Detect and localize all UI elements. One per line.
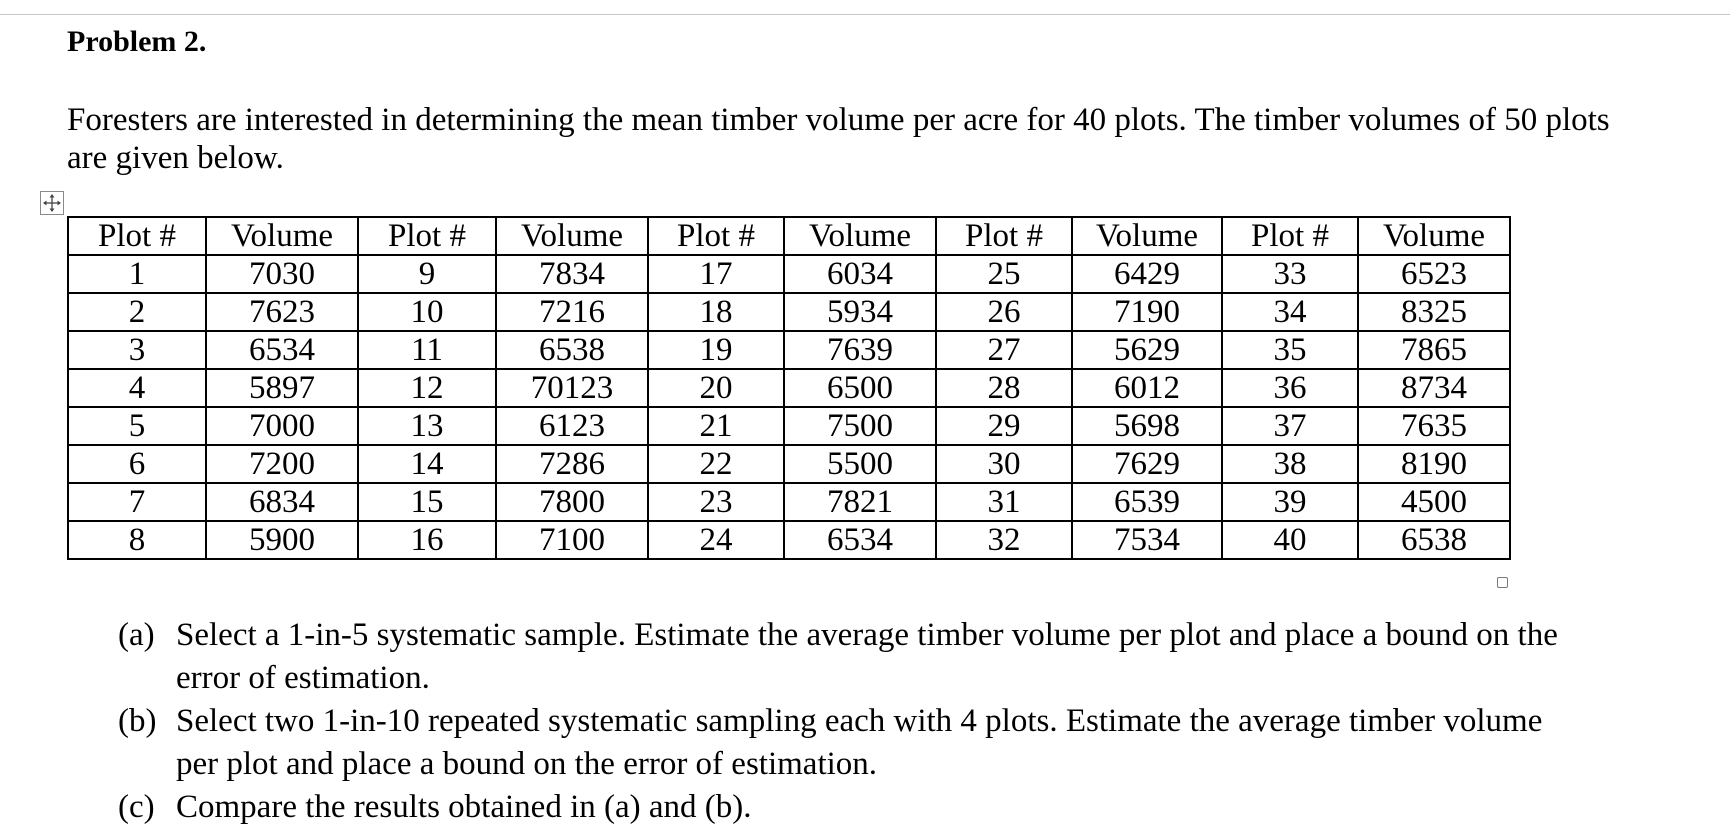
plot-number-cell: 20 bbox=[648, 369, 784, 407]
volume-cell: 6034 bbox=[784, 255, 936, 293]
question-list bbox=[118, 614, 1588, 829]
volume-cell: 8325 bbox=[1358, 293, 1510, 331]
volume-cell: 7635 bbox=[1358, 407, 1510, 445]
volume-cell: 6538 bbox=[496, 331, 648, 369]
volume-cell: 7821 bbox=[784, 483, 936, 521]
table-row bbox=[68, 255, 1510, 293]
plot-number-cell: 33 bbox=[1222, 255, 1358, 293]
header-plot-number: Plot # bbox=[358, 217, 496, 255]
plot-number-cell: 4 bbox=[68, 369, 206, 407]
volume-cell: 6534 bbox=[784, 521, 936, 559]
question-marker: (c) bbox=[118, 789, 155, 825]
question-text: Select a 1-in-5 systematic sample. Estimate the average timber volume per plot and place a bound on the error of estimation. bbox=[176, 617, 1558, 696]
volume-cell: 5900 bbox=[206, 521, 358, 559]
plot-number-cell: 22 bbox=[648, 445, 784, 483]
table-row bbox=[68, 331, 1510, 369]
plot-number-cell: 27 bbox=[936, 331, 1072, 369]
volume-cell: 7500 bbox=[784, 407, 936, 445]
volume-cell: 5698 bbox=[1072, 407, 1222, 445]
volume-cell: 6429 bbox=[1072, 255, 1222, 293]
header-volume: Volume bbox=[496, 217, 648, 255]
plot-number-cell: 24 bbox=[648, 521, 784, 559]
table-row bbox=[68, 293, 1510, 331]
table-row bbox=[68, 407, 1510, 445]
header-volume: Volume bbox=[1072, 217, 1222, 255]
plot-number-cell: 7 bbox=[68, 483, 206, 521]
table-row bbox=[68, 369, 1510, 407]
table-row bbox=[68, 445, 1510, 483]
plot-number-cell: 13 bbox=[358, 407, 496, 445]
table-row bbox=[68, 483, 1510, 521]
volume-cell: 5500 bbox=[784, 445, 936, 483]
plot-number-cell: 18 bbox=[648, 293, 784, 331]
volume-cell: 6834 bbox=[206, 483, 358, 521]
volume-cell: 8190 bbox=[1358, 445, 1510, 483]
question-marker: (b) bbox=[118, 703, 157, 739]
plot-number-cell: 38 bbox=[1222, 445, 1358, 483]
plot-number-cell: 14 bbox=[358, 445, 496, 483]
volume-cell: 7534 bbox=[1072, 521, 1222, 559]
volume-cell: 4500 bbox=[1358, 483, 1510, 521]
volume-cell: 7190 bbox=[1072, 293, 1222, 331]
volume-cell: 7629 bbox=[1072, 445, 1222, 483]
problem-intro: Foresters are interested in determining the mean timber volume per acre for 40 plots. The timber volumes of 50 plots are given below. bbox=[67, 102, 1610, 176]
volume-cell: 6500 bbox=[784, 369, 936, 407]
table-move-handle-icon[interactable] bbox=[40, 191, 64, 215]
volume-cell: 7216 bbox=[496, 293, 648, 331]
volume-cell: 7623 bbox=[206, 293, 358, 331]
volume-cell: 70123 bbox=[496, 369, 648, 407]
plot-number-cell: 40 bbox=[1222, 521, 1358, 559]
plot-number-cell: 19 bbox=[648, 331, 784, 369]
volume-cell: 7865 bbox=[1358, 331, 1510, 369]
volume-cell: 7200 bbox=[206, 445, 358, 483]
volume-cell: 5629 bbox=[1072, 331, 1222, 369]
header-plot-number: Plot # bbox=[1222, 217, 1358, 255]
timber-volume-table bbox=[67, 216, 1511, 560]
plot-number-cell: 28 bbox=[936, 369, 1072, 407]
header-volume: Volume bbox=[206, 217, 358, 255]
plot-number-cell: 37 bbox=[1222, 407, 1358, 445]
plot-number-cell: 15 bbox=[358, 483, 496, 521]
plot-number-cell: 11 bbox=[358, 331, 496, 369]
question-text: Compare the results obtained in (a) and (b). bbox=[176, 789, 752, 825]
plot-number-cell: 32 bbox=[936, 521, 1072, 559]
header-volume: Volume bbox=[1358, 217, 1510, 255]
header-plot-number: Plot # bbox=[648, 217, 784, 255]
volume-cell: 7639 bbox=[784, 331, 936, 369]
volume-cell: 7834 bbox=[496, 255, 648, 293]
volume-cell: 7800 bbox=[496, 483, 648, 521]
plot-number-cell: 31 bbox=[936, 483, 1072, 521]
volume-cell: 6539 bbox=[1072, 483, 1222, 521]
plot-number-cell: 25 bbox=[936, 255, 1072, 293]
plot-number-cell: 23 bbox=[648, 483, 784, 521]
volume-cell: 7286 bbox=[496, 445, 648, 483]
plot-number-cell: 1 bbox=[68, 255, 206, 293]
header-volume: Volume bbox=[784, 217, 936, 255]
plot-number-cell: 16 bbox=[358, 521, 496, 559]
volume-cell: 7000 bbox=[206, 407, 358, 445]
problem-title: Problem 2. bbox=[67, 25, 207, 58]
plot-number-cell: 3 bbox=[68, 331, 206, 369]
header-plot-number: Plot # bbox=[68, 217, 206, 255]
volume-cell: 6523 bbox=[1358, 255, 1510, 293]
plot-number-cell: 30 bbox=[936, 445, 1072, 483]
plot-number-cell: 26 bbox=[936, 293, 1072, 331]
plot-number-cell: 29 bbox=[936, 407, 1072, 445]
plot-number-cell: 12 bbox=[358, 369, 496, 407]
table-header-row bbox=[68, 217, 1510, 255]
question-item bbox=[118, 786, 1588, 829]
plot-number-cell: 35 bbox=[1222, 331, 1358, 369]
plot-number-cell: 2 bbox=[68, 293, 206, 331]
page-top-divider bbox=[0, 14, 1730, 15]
plot-number-cell: 34 bbox=[1222, 293, 1358, 331]
plot-number-cell: 6 bbox=[68, 445, 206, 483]
question-text: Select two 1-in-10 repeated systematic sampling each with 4 plots. Estimate the average timber volume per plot and place a bound on the error of estimation. bbox=[176, 703, 1543, 782]
plot-number-cell: 21 bbox=[648, 407, 784, 445]
volume-cell: 5897 bbox=[206, 369, 358, 407]
plot-number-cell: 10 bbox=[358, 293, 496, 331]
table-resize-handle-icon[interactable] bbox=[1497, 577, 1508, 588]
volume-cell: 6534 bbox=[206, 331, 358, 369]
question-marker: (a) bbox=[118, 617, 155, 653]
volume-cell: 6538 bbox=[1358, 521, 1510, 559]
volume-cell: 7100 bbox=[496, 521, 648, 559]
question-item bbox=[118, 700, 1588, 786]
plot-number-cell: 39 bbox=[1222, 483, 1358, 521]
plot-number-cell: 36 bbox=[1222, 369, 1358, 407]
volume-cell: 6123 bbox=[496, 407, 648, 445]
plot-number-cell: 17 bbox=[648, 255, 784, 293]
plot-number-cell: 9 bbox=[358, 255, 496, 293]
volume-cell: 7030 bbox=[206, 255, 358, 293]
plot-number-cell: 5 bbox=[68, 407, 206, 445]
question-item bbox=[118, 614, 1588, 700]
table-row bbox=[68, 521, 1510, 559]
volume-cell: 8734 bbox=[1358, 369, 1510, 407]
volume-cell: 6012 bbox=[1072, 369, 1222, 407]
plot-number-cell: 8 bbox=[68, 521, 206, 559]
volume-cell: 5934 bbox=[784, 293, 936, 331]
header-plot-number: Plot # bbox=[936, 217, 1072, 255]
